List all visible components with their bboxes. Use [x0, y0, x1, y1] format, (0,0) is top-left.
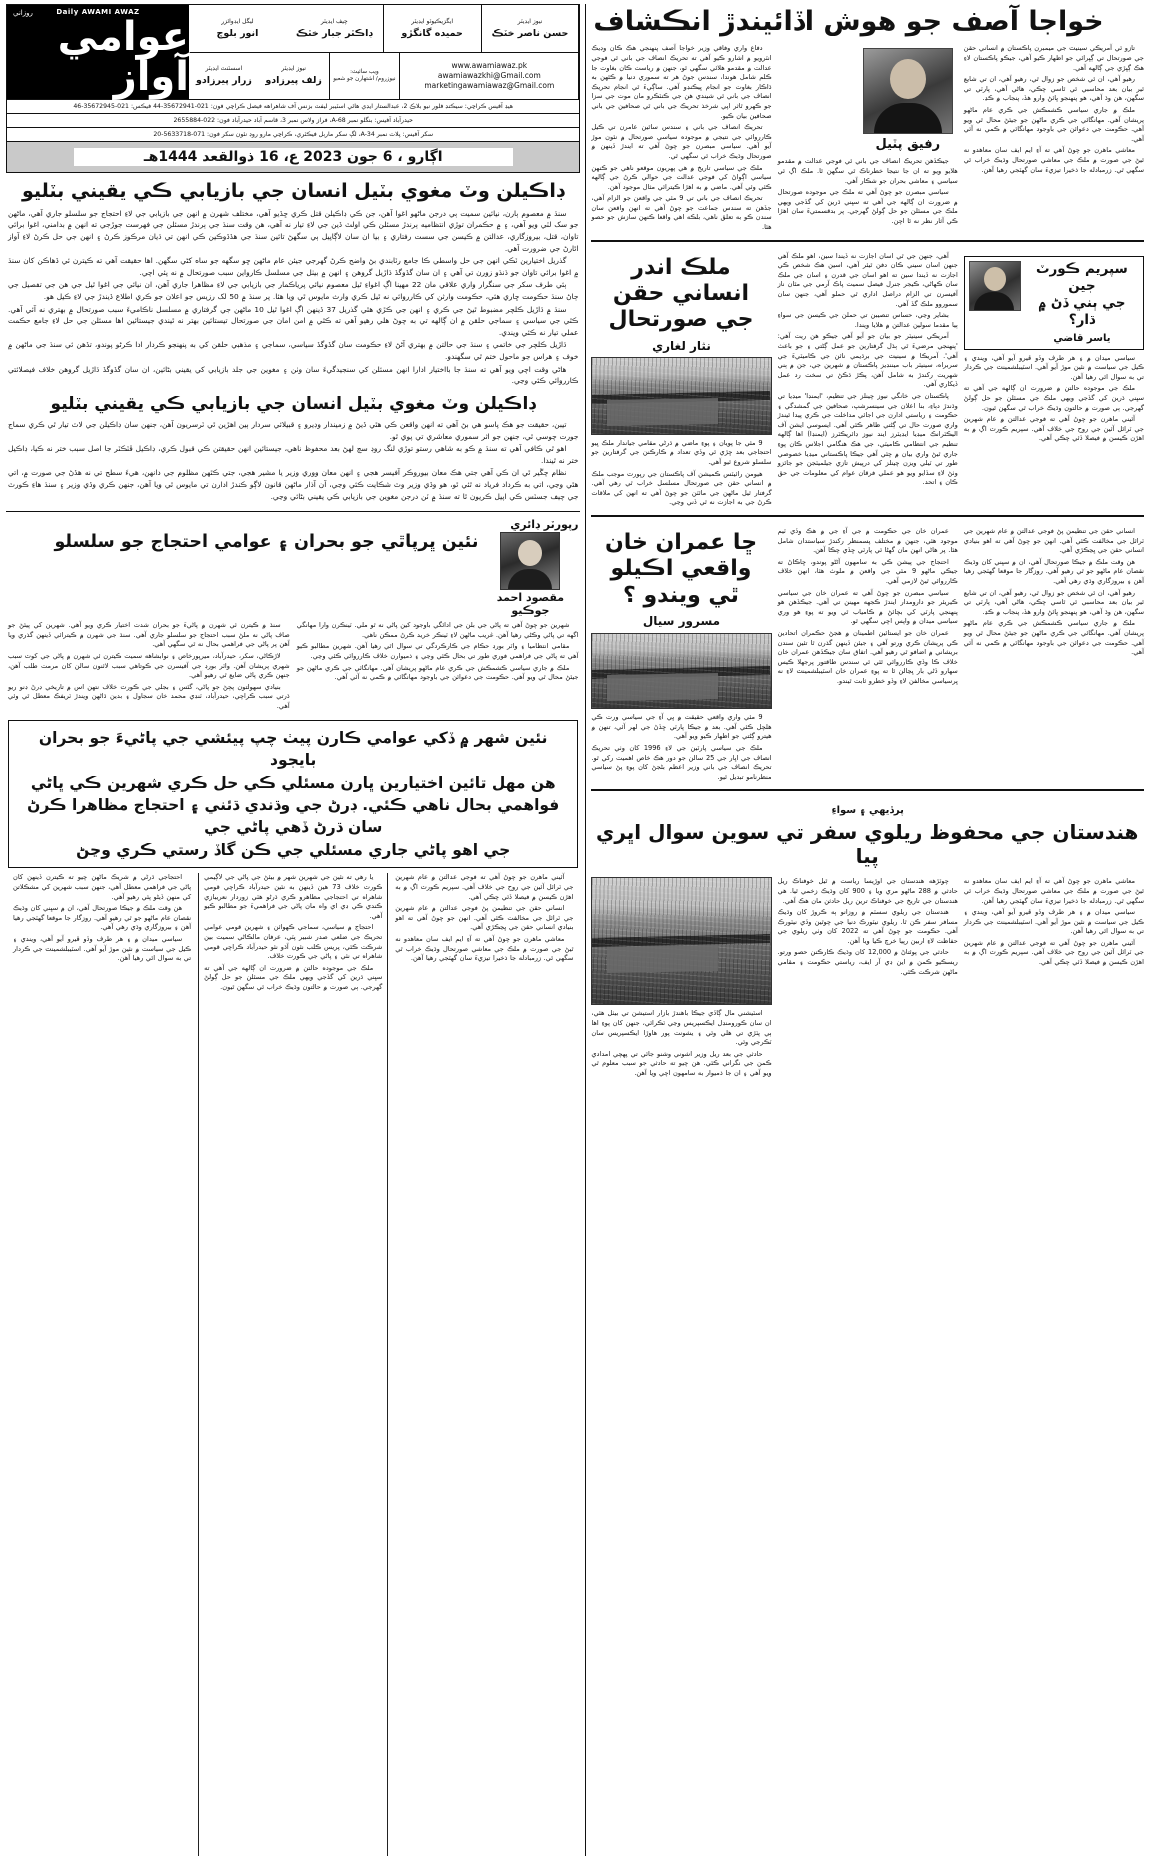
- railway-col-2: [778, 877, 958, 1080]
- paragraph: هاڻي وقت اچي ويو آهي ته سنڌ جا بااختيار ادارا انهن مسئلن کي سنجيدگيءَ سان وٺن ۽ مغوين جي جلد بازيابي کي يقيني بڻائين، ان سان گڏوگڏ ڌاڙيل گروهن خلاف فيصلائتي ڪارروائي ڪئي وڃي.: [8, 364, 579, 386]
- report-diary-title: نئين ڀرپاٿي جو بحران ۽ عوامي احتجاج جو سلسلو: [54, 532, 479, 553]
- paragraph: سياسي مبصرن جو چوڻ آهي ته ملڪ جي موجوده صورتحال ۾ ضرورت ان ڳالهه جي آهي ته سڀني ڌرين کي گڏجي ويهي ملڪ جي مسئلن جو حل ڳولڻ گهرجي. پر بدقسمتيءَ سان اهڙا ڪي آثار نظر نه ٿا اچن.: [777, 188, 958, 225]
- report-diary-columns: [8, 621, 578, 713]
- staff-cell-chief-editor: [286, 5, 384, 52]
- divider: [591, 240, 1144, 242]
- logo-corner-label: روزاني: [13, 9, 33, 17]
- paragraph: ٻئي طرف سکر جي سنگرار واري علاقي مان 22 مهينا اڳ اغواءِ ٿيل معصوم نيائي پرياڪمار جي بازيابي جي لاءِ مظاهرا جاري آهن، ان نيائي جي اغوا ٿيل جي هن جي تفصيل جي ڄاڻ سنڌ حڪومت ڇاري هئي، حڪومت وارثن کي ڪارروائي نه ٿيل ڪري وارث مايوس ٿي ويا هئا. پر سنڌ ۾ 50 لک رزيس جو اعلان جو ڪري اطلاع ڏيندڙ جي لاءِ ڪيل هو.: [8, 280, 579, 301]
- lead-col-1: [591, 44, 771, 234]
- paragraph: هيومن رائيٽس ڪميشن آف پاڪستان جي رپورٽ موجب ملڪ ۾ انساني حقن جي صورتحال مسلسل خراب ٿي رهي آهي. گرفتار ٿيل ماڻهن جي مائٽن جو چوڻ آهي ته انهن کي ملاقات ڪرڻ جي به اجازت نه ٿي ڏني وڃي.: [591, 469, 772, 507]
- paragraph: آئيني ماهرن جو چوڻ آهي ته فوجي عدالتن ۾ عام شهرين جي ٽرائل آئين جي روح جي خلاف آهي. سپريم ڪورٽ اڳ ۾ به اهڙن ڪيسن ۾ فيصلا ڏئي چڪي آهي.: [963, 938, 1144, 967]
- author-photo: [863, 48, 953, 134]
- paragraph: ملڪ جي موجوده حالتن ۾ ضرورت ان ڳالهه جي آهي ته سڀني ڌرين کي گڏجي ويهي ملڪ جي مسئلن جو حل ڳولڻ گهرجي. ٻي صورت ۾ حالتون وڌيڪ خراب ٿي سگهن ٿيون.: [204, 963, 383, 991]
- article-railway-title: هندستان جي محفوظ ريلوي سفر تي سوين سوال اڀري پيا: [595, 820, 1139, 869]
- paragraph: احتجاج ۾ سياسي، سماجي ڪهوائن ۽ شهرين قومي عوامي تحريڪ جي ضلعي صدر شبير پٽي، عرفان مالڪاڻي سميت بين شرڪت ڪئي، پريس ڪلب نئون آڌو نئو حيدرآباد ڪراچي قومي شاهراه تي نئي ۽ پاڻي جي ڪورٽ خلاف.: [204, 923, 383, 961]
- paragraph: 9 مئي واري واقعي حقيقت ۾ ڀي آءِ جي سياسي ورت ڪي هلچل ڪئي آهي. بعد ۾ جيڪا پارٽي ڇڏڻ جي لهر آئي، تنهن ۾ هيترو ڳڻتي جو اظهار ڪيو ويو آهي.: [591, 713, 772, 741]
- paragraph: سياسي مبصرن جو چوڻ آهي ته عمران خان جي سياسي ڪيريئر جو دارومدار ايندڙ ڪجهه مهينن تي آهي. جيڪڏهن هو پنهنجي پارٽي کي بچائڻ ۾ ڪامياب ٿي ويو ته پوءِ هو وري سياسي ميدان ۾ واپس اچي سگهي ٿو.: [777, 588, 958, 626]
- paragraph: آمريڪي سينيٽر جو بيان جو آيو آهي جيڪو هن ريت آهي: 'پنهنجي مرضيءَ ٿي ٻڌل گرفتارين جو عمل ڳڻتي ۽ جو باعث آهي'. آمريڪا ۾ سينيٽ جي برڌيمي نائن جي ڪاميٽيءَ جي سربراه، سينيٽر باب ميننڊيز پاڪستان ۾ شهرين جي، جن ۾ ٻني شهريت رکندڙ به شامل آهن، پڪڙ ڌڪڻ تي سخت رد عمل ڏيکاري آهي.: [777, 332, 958, 389]
- paragraph: سنڌ ۾ معصوم ٻارن، نيائين سميت ٻي درجن ماڻهو اغوا آهن، جن ڪي ڊاڪيلن قتل ڪري ڇڏيو آهي، مختلف شهرن ۾ انهن جي بازيابي جي لاءِ احتجاج جو سلسلو جاري آهي، ماڻهن جو سک لٽي ويو آهي، ۽ ۾ حڪمران توڙي انتظاميه ٻرندڙ مسئلن ڪي اولٽ ڏين جي لاءِ تيار نه آهي، هن وقت سنڌ جي ٻرندڙ مسئلن جي فهرست جوڙجي ته انهن ۾ بدامني، اغوا برائي تاوان، قتل، بيروزگاري، عدالتن ۾ ڪيسن جي سست رفتاري ۽ بيا ان سان لاڳاپيل ٻي سگهڻ تائين سنڌ جي هڏڏوڪين ڪي انهن تي ڌيان مرڪوز ڪرڻ ۽ انهن جي حل ڪرڻ لاءِ آواز اٿارڻ جي ضرورت آهي.: [8, 208, 579, 253]
- paragraph: حادثي جي پوئتاڻ ۾ 12,000 کان وڌيڪ ڪارڪنن حصو ورتو. ريسڪيو ڪمن ۾ اين ڊي آر ايف، رياستي حڪومت ۽ مقامي ماڻهن شرڪت ڪئي.: [777, 948, 958, 976]
- paragraph: عمران خان جو ايستائين اطمينان ۾ هجڻ حڪمران اتحادين ڪي پريشان ڪري ورتو آهي ۽ جيئن ڏينهن گذرن ٿا تئين سندن بريشاني ۾ اضافو ٿي رهيو آهي. اتفاق سان جيڪڏهن عمران خان خلاف ڪا وڏي ڪارروائي ٿئي ٿي سندس طاقتور پرجهلا ڪيس سهارو ڏڻي بار ڀڃالن ٿا ته پوءِ عمران خان اسٽيبلشمينٽ لاءِ نه ڀرسياسي مخالفن لاءِ وڏو خطرو ثابت ٿيندو.: [777, 628, 958, 685]
- paragraph: هندستان جي ريلوي سسٽم ۾ روزانو ٻه ڪروڙ کان وڌيڪ مسافر سفر ڪن ٿا. ريلوي نيٽورڪ دنيا جي چوٿين وڏي نيٽورڪ آهي. حڪومت جو چوڻ آهي ته 2022 کان وٺي ريلوي جي حفاظت لاءِ اربين رپيا خرچ ڪيا ويا آهن.: [777, 908, 958, 945]
- editorial-2-title: ڊاڪيلن وٽ مغوي بٽيل انسان جي بازيابي ڪي يقيني بٽليو: [50, 393, 536, 414]
- paragraph: ملڪ ۾ جاري سياسي ڪشمڪش جي ڪري عام ماڻهو پريشان آهي. مهانگائي جي ڪري ماڻهن جو جيئڻ محال ٿي ويو آهي. حڪومت جي دعوائن جي باوجود مهانگائي ۾ ڪمي نه آئي آهي.: [963, 619, 1144, 657]
- article-photo-railway: [591, 877, 771, 1005]
- article-railway: [591, 796, 1144, 1856]
- staff-role: نيوز ايڊيٽر: [517, 17, 543, 25]
- paragraph: آئيني ماهرن جو چوڻ آهي ته فوجي عدالتن ۾ عام شهرين جي ٽرائل آئين جي روح جي خلاف آهي. سپريم ڪورٽ اڳ ۾ به اهڙن ڪيسن ۾ فيصلا ڏئي چڪي آهي.: [395, 873, 574, 901]
- staff-role: چيف ايڊيٽر: [320, 17, 348, 25]
- imran-col-3: [964, 527, 1144, 784]
- railway-col-1-text: [591, 1009, 771, 1078]
- report-diary-header: [8, 532, 578, 617]
- paragraph: جيڪڏهن تحريڪ انصاف جي باني ٿي فوجي عدالت ۾ مقدمو هلايو ويو ته ان جا نتيجا خطرناڪ ٿي سگهن ٿا. ملڪ اڳ ئي سياسي ۽ معاشي بحران جو شڪار آهي.: [777, 157, 958, 185]
- divider: [591, 515, 1144, 517]
- lead-article: [591, 4, 1144, 235]
- address-bar: [6, 100, 580, 142]
- hr-col-3-text: [964, 354, 1144, 446]
- lead-article-title: خواجا آصف جو هوش اڏائيندڙ انڪشاف: [593, 6, 1104, 37]
- paragraph: تازو ئي آمريڪي سينيٽ جي ميمبرن پاڪستان ۾ انساني حقن جي صورتحال تي ڳڀرائي جو اظهار ڪيو آهي، جيڪو پاڪستان لاءِ هڪ ڳڀڙي جي ڳالهه آهي.: [963, 44, 1144, 72]
- teaser-text: [1025, 261, 1139, 345]
- boxed-headline-line-1: نئين شهر ۾ ڏکي عوامي ڪارن پيٺ چپ پيئشي جي پاڻيءَ جو بحران بايجود: [38, 728, 548, 770]
- staff-cell-website-label: [330, 53, 401, 100]
- paragraph: اسٽيشني مال ڳاڏي جيڪا باهندڙ بازار استيشن تي بيٺل هئي، ان سان ڪورومنڊل ايڪسپريس وڃي ٽڪرائي، جنهن کان پوءِ اها ٻي پٽڙي تي هلي وئي ۽ يشونت پور هاوڙا ايڪسپريس سان ٽڪرجي وئي.: [591, 1009, 772, 1047]
- paragraph: نظام چڱير ٿي ان ڪي آهي جتي هڪ معان بيوروڪر آفيسر هجي ۽ انهن معان ووري وزير يا مشير هجي، جتي ڪٿهن مظلوم جي دانهن، هيءَ سطح تي نه هڏڻ جي صورت ۾، اتي هٿي وڃي، اتي به ڪرداد فرياد نه ٿئي ٿو، هو وڏي وزير وٽ شڪايت ڪئي وڃي، آن آذار ماڻهن قانون لاڳو ڪندڙ ادارن تي مايوس ٿي ويا آهن، جنهن ڪري وڏي وزير ۽ سنڌ هاءِ ڪورٽ جي چيف جسٽس ڪي اپيل ڪريون ٿا ته سنڌ ۾ ٽن درجن مغوين جي بازيابي ڪي يقيني بڻائي وڃي.: [8, 468, 579, 501]
- staff-cell-news-editor: [482, 5, 580, 52]
- pane-divider: [585, 4, 586, 1856]
- article-railway-kicker: پرڏيهي ۽ سواءِ: [831, 805, 904, 817]
- imran-col-1: [591, 527, 771, 784]
- left-pane: [591, 4, 1144, 1856]
- paragraph: عمران خان جي حڪومت ۾ جي آءِ جي ۾ هڪ وڏي ٽيم موجود هئي، جنهن ۾ مختلف پسمنظر رکندڙ سياستدان شامل هئا. پر هاڻي انهن مان گهڻا ئي پارٽي ڇڏي چڪا آهن.: [777, 527, 958, 555]
- article-photo-imran: [591, 633, 771, 709]
- paragraph: معاشي ماهرن جو چوڻ آهي ته آءِ ايم ايف سان معاهدو نه ٿيڻ جي صورت ۾ ملڪ جي معاشي صورتحال وڌيڪ خراب ٿي سگهي ٿي. زرمبادله جا ذخيرا تيزيءَ سان گهٽجي رهيا آهن.: [963, 877, 1144, 905]
- author-name: رفيق پٽيل: [875, 137, 941, 153]
- staff-row-bottom: [189, 52, 579, 100]
- lead-col-3: [964, 44, 1144, 234]
- paragraph: تحريڪ انصاف جي باني تي 9 مئي جي واقعن جو الزام آهي، جڏهن ته سندس جماعت جو چوڻ آهي ته انهن واقعن سان سندن ڪو به تعلق ناهي، بلڪه اهي واقعا ڪنهن سازش جو حصو هئا.: [591, 194, 772, 232]
- boxed-headline: [8, 720, 578, 869]
- paragraph: آهي، جنهن جي ٿي اسان اجازت نه ڏيندا سين، اهو ملڪ آهي جنهن اسان سيني ڪان دفن ٿيئر آهي، اسين هڪ شخص ڪي اجازت نه ڏيندا سين ته اهو اسان جي قدرن ۽ اسان جي ملڪ سان ڪهاڻي، ڪيجر جنرل فيصل سميت پاڪ آرمي جي مٿان ناز آفيسرن تي الزام دراصل اداري ٿي حملو آهي، جنهن سان سموروو ملڪ گڏ آهي.: [777, 251, 958, 308]
- photo-texture: [592, 634, 770, 708]
- paragraph: انساني حقن جي تنظيمن پڻ فوجي عدالتن ۾ عام شهرين جي ٽرائل جي مخالفت ڪئي آهي. انهن جو چوڻ آهي ته اهو بنيادي انساني حقن جي ڀڃڪڙي آهي.: [963, 527, 1144, 555]
- article-imran-author: مسرور سيال: [642, 614, 721, 629]
- staff-role: ليگل ايڊوائزر: [221, 17, 254, 25]
- paragraph: ملڪ ۾ جاري سياسي ڪشمڪش جي ڪري عام ماڻهو پريشان آهي. مهانگائي جي ڪري ماڻهن جو جيئڻ محال ٿي ويو آهي. حڪومت جي دعوائن جي باوجود مهانگائي ۾ ڪمي نه آئي آهي.: [296, 663, 579, 682]
- paragraph: رهيو آهي، ان ٿي شخص جو زوال ٿي، رهيو آهي، ان تي شايع ٿير بيان بعد محاسبي ٿي ٿاسي چڪي، هاڻي آهي، پارٽي تي سگهن، هن وڌ آهي، هو پنهنجو ڀائڻ وارو هڏ، پنجاب ۾ ڪڍ.: [963, 75, 1144, 103]
- editorial-1-body: [8, 208, 578, 387]
- paragraph: پاڪستان جي خانگي نيوز چينلز جي تنظيم، 'ايمنڊا' ميڊيا تي وڌندڙ دٻاءِ، بنا اعلان جي سينسرشپ، صحافين جي گمشدگي ۽ حڪومت ۽ رياستي ادارن جي اجائي مداخلت جي ڪري پيدا ٿيندڙ واري صورت حال تي ڳڻتي ظاهر ڪئي آهي. ايسوسي ايشن آف اليڪٽرانڪ ميڊيا ايڊيٽرز ايند نيوز ڊائريڪٽرز (ايمنڊا) اها ڳالهه تنظيم جي انتظامي ڪاميٽي، جي هڪ هنگامي اجلاس ڪان پوءِ جاري ٿيڻ واري بيان ۾ چئي آهي جيڪا پاڪستاني ميڊيا خصوصي طور تي ٽيلي ويزن چينلز کي درپيش تازي جيلميٽجن جو جائزو وٺڻ لاءِ سڏايو ويو هو عملي فرقان عوام کي معلومات جي حق ڪان ۽ اتحد.: [777, 391, 958, 487]
- bottom-right-columns: [6, 873, 580, 1856]
- paragraph: سياسي ميدان ۾ ۽ هر طرف وڏو ڦيرو آيو آهي، ويندي ۽ ڪيل جي سياست ۾ نئين موڙ آيو آهي. اسٽيبلشمينٽ جي ڪردار تي به سوال اٿي رهيا آهن.: [13, 934, 192, 963]
- boxed-headline-line-4: جي اهو پاڻي جاري مسئلي جي ڪن گاڏ رستي ڪري وڃڻ: [76, 840, 511, 859]
- paragraph: ملڪ جي سياسي تاريخ ۾ هي پهريون موقعو ناهي جو ڪنهن سياسي اڳواڻ کي فوجي عدالت جي حوالي ڪرڻ جي ڳالهه ڪئي وئي آهي. ماضي ۾ به اهڙا ڪيترائي مثال موجود آهن.: [591, 163, 772, 191]
- address-sukkur: سکر آفيس: پلاٽ نمبر A-34، لڳ سکر ماربل فيڪٽري، ڪراچي مارو روڊ نئون سکر فون: 071-5633718-20: [153, 131, 434, 138]
- paragraph: ملڪ جي موجوده حالتن ۾ ضرورت ان ڳالهه جي آهي ته سڀني ڌرين کي گڏجي ويهي ملڪ جي مسئلن جو حل ڳولڻ گهرجي. ٻي صورت ۾ حالتون وڌيڪ خراب ٿي سگهن ٿيون.: [963, 384, 1144, 412]
- report-diary-kicker: رپورٽر ڊائري: [510, 518, 579, 532]
- staff-role: نيوز ايڊيٽر: [281, 65, 306, 73]
- paragraph: 9 مئي جا پويان ۽ پوءِ ماضي ۾ ڌرڻي مقامي جياندار ملڪ ڀيو احتجاجي بعد ڇڙي ٿي وڏي تعداد ۾ ڪارڪنن جي گرفتارين جو سلسلو شروع ٿيو آهي.: [591, 438, 772, 467]
- editorial-1-title: ڊاڪيلن وٽ مغوي بٽيل انسان جي بازيابي ڪي يقيني بٽليو: [22, 180, 565, 202]
- paragraph: تحريڪ انصاف جي باني ۽ سندس ساٿين عامرن تي ڪيل ڪارروائي جي نتيجي ۾ موجوده سياسي صورتحال ۾ نئون موڙ آيو آهي. سياسي مبصرن جو چوڻ آهي ته ايندڙ ڏينهن ۾ صورتحال وڌيڪ خراب ٿي سگهي ٿي.: [591, 123, 772, 160]
- boxed-headline-line-3: فواهمي بحال ناهي ڪئي. ڊرڻ جي وڌندي ڌئني ۽ احتجاج مظاهرا ڪرڻ سان ڌرڻ ڏهي پاڻي جي: [27, 796, 560, 837]
- divider: [591, 789, 1144, 791]
- paragraph: ملڪ ۾ جاري سياسي ڪشمڪش جي ڪري عام ماڻهو پريشان آهي. مهانگائي جي ڪري ماڻهن جو جيئڻ محال ٿي ويو آهي. حڪومت جي دعوائن جي باوجود مهانگائي ۾ ڪمي نه آئي آهي.: [963, 105, 1144, 143]
- imran-col-2: [778, 527, 958, 784]
- address-karachi: هيڊ آفيس ڪراچي: سيڪنڊ فلور نيو بلاڪ 2، عبدالستار ايڊي هائي اسٽيبر ليفٽ بزنس آف شاهراهه فيصل ڪراچي فون: 021-35672941-44 فيڪس: 021-35672945-46: [7, 100, 579, 114]
- logo-sindhi-name: عوامي آواز: [57, 13, 189, 100]
- masthead: [6, 4, 580, 100]
- paragraph: بنيادي سهولتون پڄڻ جو پاڻي، گئس ۽ بجلي جي ڪورٽ خلاف نتهن اس ۾ تاريخي ڊرڻ ڊنو ريو ڌرتي سبب ڪراچي، حيدرآباد، ٽنڊي محمد خان سجاول ۽ بدين ڌاڻهن ويندڙ ٽريفڪ معطل ٿي وئي آهي.: [8, 682, 290, 710]
- lead-col-2: [778, 44, 958, 234]
- hr-col-2: [778, 252, 958, 510]
- lead-col-2-text: [778, 157, 958, 228]
- article-imran-title: ڇا عمران خان واقعي اڪيلو ٿي ويندو ؟: [604, 530, 758, 608]
- paragraph: رهيو آهي، ان ٿي شخص جو زوال ٿي، رهيو آهي، ان تي شايع ٿير بيان بعد محاسبي ٿي ٿاسي چڪي، هاڻي آهي، پارٽي تي سگهن، هن وڌ آهي، هو پنهنجو ڀائڻ وارو هڏ، پنجاب ۾ ڪڍ.: [963, 588, 1144, 616]
- report-diary-author: [482, 532, 578, 617]
- article-imran: [591, 522, 1144, 784]
- staff-cell-executive-editor: [384, 5, 482, 52]
- report-diary-col-left: [297, 621, 579, 713]
- teaser-title-line-2: جي ٻني ڏڻ ۾ ڌار؟: [1038, 294, 1126, 328]
- paragraph: سياسي ميدان ۾ ۽ هر طرف وڏو ڦيرو آيو آهي، ويندي ۽ ڪيل جي سياست ۾ نئين موڙ آيو آهي. اسٽيبلشمينٽ جي ڪردار تي به سوال اٿي رهيا آهن.: [963, 353, 1144, 381]
- imran-col-1-text: [591, 713, 771, 782]
- paragraph: سنڌ ۾ ڪيترن ئي شهرن ۾ پاڻيءَ جو بحران شدت اختيار ڪري ويو آهي. شهرين کي پيئڻ جو صاف پاڻي نه ملڻ سبب احتجاج جو سلسلو جاري آهي. سنڌ جي شهرن ۾ ڪيترائي ڏينهن گذري ويا آهن پر پاڻي جي فراهمي بحال نه ٿي سگهي آهي.: [8, 621, 290, 649]
- editorial-2-body: [8, 419, 578, 502]
- logo-english-name: Daily AWAMI AWAZ: [56, 7, 140, 16]
- staff-name: انور بلوچ: [216, 27, 259, 39]
- bottom-col-2: [198, 873, 388, 1856]
- paragraph: معاشي ماهرن جو چوڻ آهي ته آءِ ايم ايف سان معاهدو نه ٿيڻ جي صورت ۾ ملڪ جي معاشي صورتحال وڌيڪ خراب ٿي سگهي ٿي. زرمبادله جا ذخيرا تيزيءَ سان گهٽجي رهيا آهن.: [963, 146, 1144, 174]
- staff-role: اسسٽنٽ ايڊيٽر: [205, 65, 243, 73]
- photo-texture: [592, 878, 770, 1004]
- paragraph: چوٽڙهه هندستان جي اوڙيسا رياست ۾ ٿيل خوفناڪ ريل حادثي ۾ 288 ماڻهو مري ويا ۽ 900 کان وڌيڪ زخمي ٿيا. هي هندستان جي تاريخ جي خوفناڪ ترين ريل حادثن مان هڪ آهي.: [777, 877, 958, 905]
- bottom-col-3: [395, 873, 578, 1856]
- boxed-headline-line-2: هن مهل تائين اختيارين ڀارن مسئلي ڪي حل ڪري شهرين ڪي ڀاڻي: [30, 773, 556, 792]
- article-human-rights-author: نثار لغاري: [652, 338, 711, 353]
- hr-col-3: [964, 252, 1144, 510]
- staff-name: حميده گانگڙو: [401, 27, 463, 39]
- teaser-author-photo: [969, 261, 1021, 311]
- staff-role: ايگزيڪيوٽو ايڊيٽر: [411, 17, 454, 25]
- editorial-1: [6, 173, 580, 392]
- paragraph: حادثي جي بعد ريل وزير اشوني وشنو جائي تي پهچي امدادي ڪمن جي نگراني ڪئي. هن چيو ته حادثي جو سبب معلوم ٿي ويو آهي ۽ ان جا ذميوار به سامهون اچي ويا آهن.: [591, 1049, 772, 1077]
- railway-col-3: [964, 877, 1144, 1080]
- hr-col-1: [591, 252, 771, 510]
- paragraph: بشاير وڃي، حساس تنصيبن تي حملن جي ڪيسن جي سواءِ ٻيا مقدما سولين عدالتن ۾ هلايا ويندا.: [777, 311, 958, 329]
- article-human-rights-title: ملڪ اندر انساني حقن جي صورتحال: [608, 254, 754, 333]
- staff-name: حسن ناصر خٽڪ: [491, 27, 569, 39]
- paragraph: لاڙڪاڻي، سکر، حيدرآباد، ميرپورخاص ۽ نوابشاهه سميت ڪيترن ئي شهرن ۾ پاڻي جي کوٽ سبب شهري پريشان آهن. واٽر بورڊ جي آفيسرن جي ڪوتاهي سبب لائنون سالن کان مرمت طلب آهن، جنهن ڪري پاڻي ضايع ٿي رهيو آهي.: [8, 652, 290, 680]
- paragraph: ڌاڙيل ڪلچر جي خاتمي ۽ سنڌ جي حالتن ۾ بهتري آڻڻ لاءِ حڪومت سان گڏوگڏ سياسي، سماجي ۽ مذهبي حلقن کي به پنهنجو ڪردار ادا ڪرڻو پوندو، تڏهن ئي سنڌ جي ماڻهن ۾ خوف ۽ هراس جو ماحول ختم ٿي سگهندو.: [8, 340, 579, 361]
- divider: [6, 511, 580, 512]
- paragraph: ملڪ جي سياسي پارٽين جي لاءِ 1996 کان وٺي تحريڪ انصاف جي اڀار جي 25 سالن جو دور هڪ خاص اهميت رکي ٿو. تحريڪ انصاف جي باني وزير اعظم بڻجڻ کان پوءِ پڻ سياسي منظرنامو تبديل ٿيو.: [591, 743, 772, 781]
- paragraph: هن وقت ملڪ ۾ جيڪا صورتحال آهي، ان ۾ سڀني کان وڌيڪ نقصان عام ماڻهو جو ٿي رهيو آهي. روزگار جا موقعا گهٽجي رهيا آهن ۽ بيروزگاري وڌي رهي آهي.: [13, 904, 192, 932]
- teaser-box[interactable]: [964, 256, 1144, 350]
- website-url[interactable]: www.awamiawaz.pk: [451, 60, 528, 70]
- report-diary: [6, 516, 580, 713]
- paragraph: هن وقت ملڪ ۾ جيڪا صورتحال آهي، ان ۾ سڀني کان وڌيڪ نقصان عام ماڻهو جو ٿي رهيو آهي. روزگار جا موقعا گهٽجي رهيا آهن ۽ بيروزگاري وڌي رهي آهي.: [963, 557, 1144, 585]
- teaser-author-name: ياسر قاضي: [1053, 332, 1111, 344]
- paragraph: آئيني ماهرن جو چوڻ آهي ته فوجي عدالتن ۾ عام شهرين جي ٽرائل آئين جي روح جي خلاف آهي. سپريم ڪورٽ اڳ ۾ به اهڙن ڪيسن ۾ فيصلا ڏئي چڪي آهي.: [963, 415, 1144, 443]
- article-photo-human-rights: [591, 357, 771, 435]
- paragraph: يا رهي ته نئين جي شهرين شهر ۾ بيئڻ جي پاڻي جي لاڳيمي ڪورٽ خلاف 73 هين ڏينهن به نئين حيدرآباد ڪراچي قومي شاهراه تي احتجاجي مظاهرو ڪري ڌرڻو هٽي زوردار نعريبازي ڪندي ڪي ڊي اي واه مان پاڻي جي فراهميءَ جو مطالبو ڪيو آهي.: [204, 873, 383, 920]
- author-photo: [500, 532, 560, 590]
- paragraph: اهو ٿي ڪافي آهي ته سنڌ ۾ ڪو به شاهي رستو توڙي لنگ روڊ سڄ لهڻ بعد محفوظ ناهي، جيستائين انهن حقيقتن ڪي قبول ڪري، ڊاڪيل ڦٽڪٽر جا اصل سبب ختر نه ڪيا، ڊاڪيل ختر نه ٿيندا.: [8, 444, 579, 465]
- paragraph: سنڌ ۾ ڌاڙيل ڪلچر مضبوط ٿيڻ جي ڪري ۽ انهن جي ڪڙي هٿي گذريل 37 ڏينهن اڳ اغوا ٿيل 10 ماڻهن جي گرفتاري ۾ مسلسل ناڪاميءَ سبب صورتحال ۾ بهتري نه آئي آهي. ڪٿي جي سياسي ۽ سماجي حلقن ۾ ان ڳالهه تي به چوڻ هلي رهيو آهي ته ڪٿي ۾ امن امان جي صورتحال تيستائين بهتر نه ٿيندي جيستائين اها مسئلن جي حل لاءِ جامع حڪمت عملي تيار نه ڪئي ويندي.: [8, 304, 579, 337]
- staff-name: زلف پيرزادو: [265, 75, 322, 87]
- lead-article-byline: [858, 44, 958, 153]
- teaser-title-line-1: سپريم ڪورٽ جين: [1035, 260, 1128, 294]
- paragraph: معاشي ماهرن جو چوڻ آهي ته آءِ ايم ايف سان معاهدو نه ٿيڻ جي صورت ۾ ملڪ جي معاشي صورتحال وڌيڪ خراب ٿي سگهي ٿي. زرمبادله جا ذخيرا تيزيءَ سان گهٽجي رهيا آهن.: [395, 934, 574, 963]
- article-human-rights: [591, 247, 1144, 510]
- bottom-col-1: [8, 873, 191, 1856]
- railway-col-1: [591, 877, 771, 1080]
- newsroom-label: نيوزروم/ اشتهارن جو شعبو: [333, 75, 396, 82]
- paragraph: دفاع واري وفاقي وزير خواجا آصف پنهنجي هڪ ڪان وڊيڪ انٽرويو ۾ اشارو ڪيو آهي ته تحريڪ انصاف جي باني ٿي فوجي عدالت ۾ مقدمو هلائي سگهي ٿو، جنهن ۾ رياست ڪان بغاوت جا ڪلم شامل هوندا، سندس جوڻ هر ته سموري دنيا ۾ ڪٿهن به ڌاڪار بغاوت جو انجام ڀيڪنڊو آهي. ساڳيءَ ٿي انجام تحريڪ انصاف جي باني ٿي شيندي هن جي ڪنٽڪرو مان موت جي سزا جو ڪهرو ٿاثر اپي شرخذ تحريڪ جي باني ٿي صحافين جي باني صحافين بيان ڪيو.: [591, 44, 772, 120]
- paragraph: سياسي ميدان ۾ ۽ هر طرف وڏو ڦيرو آيو آهي، ويندي ۽ ڪيل جي سياست ۾ نئين موڙ آيو آهي. اسٽيبلشمينٽ جي ڪردار تي به سوال اٿي رهيا آهن.: [963, 908, 1144, 936]
- report-diary-col-right: [8, 621, 290, 713]
- website-label: ويب سائيٽ:: [350, 68, 379, 75]
- staff-cell-news-editor-2: [259, 53, 330, 100]
- paragraph: مقامي انتظاميا ۽ واٽر بورڊ حڪام جي ڪارڪردگي تي سوال اٿي رهيا آهن. شهرين مطالبو ڪيو آهي ته پاڻي جي فراهمي فوري طور تي بحال ڪئي وڃي ۽ ذميوارن خلاف ڪارروائي ڪئي وڃي.: [296, 642, 579, 661]
- paragraph: احتجاجي ڌرڻي ۾ شريڪ ماڻهن چيو ته ڪيترن ڏينهن کان پاڻي جي فراهمي معطل آهي، جنهن سبب شهرين کي مشڪلاتن کي منهن ڏيڻو پئي رهيو آهي.: [13, 873, 192, 901]
- date-bar: [6, 142, 580, 173]
- staff-name: ڊاڪٽر جبار خٽڪ: [295, 27, 373, 39]
- author-name: مقصود احمد جوڪيو: [496, 591, 565, 618]
- email-marketing[interactable]: marketingawamiawaz@Gmail.com: [424, 80, 555, 90]
- publication-date: اڳارو ، 6 جون 2023 ع، 16 ذوالقعد 1444هـ: [74, 148, 513, 166]
- paragraph: انساني حقن جي تنظيمن پڻ فوجي عدالتن ۾ عام شهرين جي ٽرائل جي مخالفت ڪئي آهي. انهن جو چوڻ آهي ته اهو بنيادي انساني حقن جي ڀڃڪڙي آهي.: [395, 904, 574, 932]
- masthead-staff-grid: [189, 5, 579, 99]
- masthead-logo: [7, 5, 189, 99]
- staff-row-top: [189, 5, 579, 52]
- editorial-2: [6, 392, 580, 508]
- paragraph: شهرين جو چوڻ آهي ته پاڻي جي بلن جي ادائگي باوجود کين پاڻي نه ٿو ملي. ٽينڪرن وارا مهانگي اگهه تي پاڻي وڪڻي رهيا آهن. غريب ماڻهن لاءِ ٽينڪر خريد ڪرڻ ممڪن ناهي.: [296, 621, 579, 639]
- hr-col-1-text: [591, 439, 771, 508]
- staff-name: زرار پيرزادو: [195, 75, 252, 87]
- staff-cell-legal-advisor: [189, 5, 286, 52]
- paragraph: تيبن، حقيقت جو هڪ پاسو هي بڻ آهي ته انهن واقعن ڪي هٿي ڏيڻ ۾ زميندار وڊيرو ۽ قبيلائي سردار ٻين اهڙين ٿي ٽرسريون آهن، جنهن سان ڊاڪيلن جي لاٽ تيار ٿي ڪري سماج جورت چوسي ٿي، جنهن جو اثر سموري معاشري تي پوي ٿو.: [8, 420, 579, 441]
- right-pane: [6, 4, 580, 1856]
- address-hyderabad: حيدرآباد آفيس: بنگلو نمبر A-68، فراز ولاس نمبر 3، قاسم آباد حيدرآباد فون: 022-2655884: [7, 114, 579, 128]
- staff-cell-web-contacts: [400, 53, 579, 100]
- staff-cell-assistant-editor: [189, 53, 259, 100]
- paragraph: گذريل اختيارين ٽڪي انهن جي حل واسطي ڪا جامع رٽابندي بڻ واضح ڪرڻ گهرجي جيئن عام ماڻهن ڇو سگهه جو ساه کڻي سگهن. اها حقيقت آهي ته ڪيترن ئي ڏهاڪن کان سنڌ ۾ اغوا برائي تاوان جو ڌنڌو زورن تي آهي ۽ ان سان گڏوگڏ ڌاڙيل گروهن ۽ انهن ۾ بيٺل جي مسلسل ڪارواين سبب صورتحال ۾ نه پئي اچي.: [8, 256, 579, 277]
- photo-texture: [592, 358, 770, 434]
- paragraph: احتجاج جي پيشن ڪي به سامهون آڻڻو پوندو، ڇاڪاڻ ته جيڪي ماڻهو 9 مئي جي واقعن ۾ ملوث هئا، انهن خلاف ڪارروائي ٿيڻ لازمي آهي.: [777, 557, 958, 585]
- email-editorial[interactable]: awamiawazkhi@Gmail.com: [437, 70, 541, 80]
